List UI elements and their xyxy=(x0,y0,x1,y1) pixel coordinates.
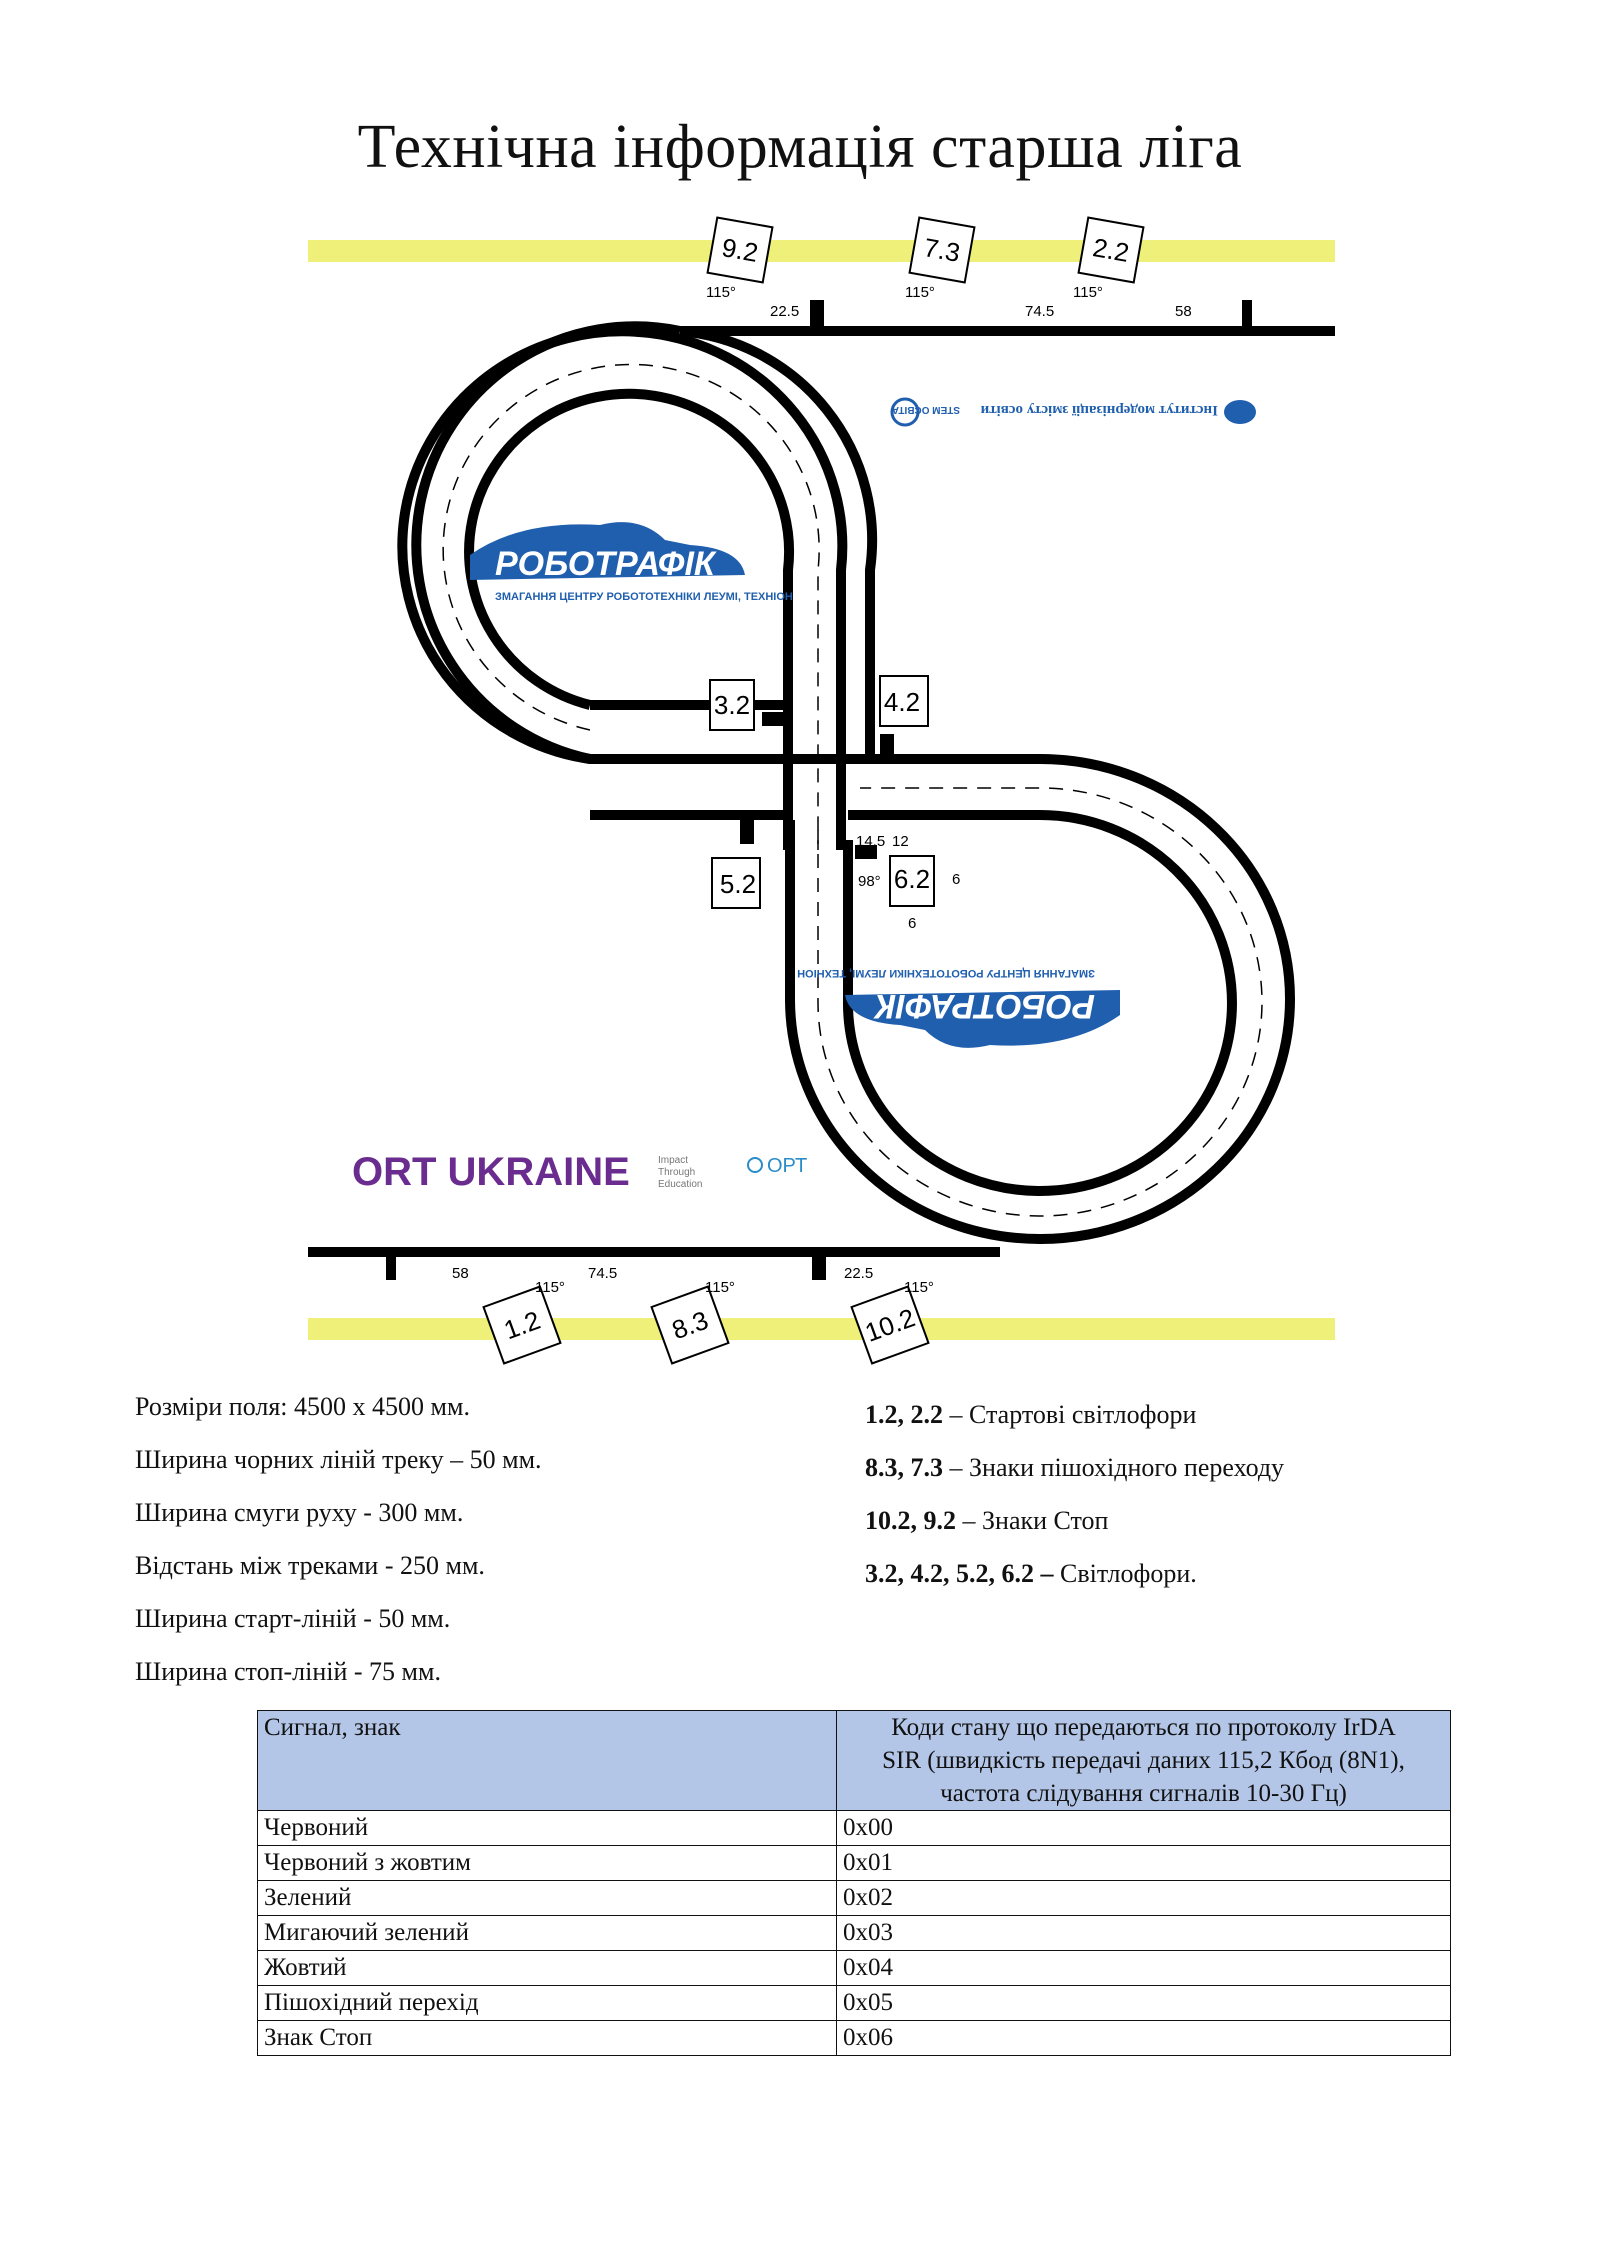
table-row xyxy=(258,1916,1451,1951)
table-row xyxy=(258,1811,1451,1846)
ort-tag-3: Education xyxy=(658,1179,703,1190)
table-cell-signal: Пішохідний перехід xyxy=(258,1986,837,2021)
table-cell-signal: Знак Стоп xyxy=(258,2021,837,2056)
sign-bottom-1-label: 8.3 xyxy=(667,1304,713,1346)
sign-bottom-2-label: 10.2 xyxy=(861,1302,919,1348)
dim-top-58: 58 xyxy=(1175,303,1192,320)
stem-logo xyxy=(892,399,960,425)
spec-line: Ширина старт-ліній - 50 мм. xyxy=(135,1604,451,1633)
legend-text: – Знаки пішохідного переходу xyxy=(949,1453,1285,1482)
legend-codes: 8.3, 7.3 xyxy=(865,1453,943,1482)
page-title: Технічна інформація старша ліга xyxy=(357,113,1243,181)
dim-top-angle-3: 115° xyxy=(1073,284,1103,301)
ort-tag-1: Impact xyxy=(658,1155,689,1166)
ort-small-text: ОРТ xyxy=(767,1155,808,1177)
table-cell-signal: Мигаючий зелений xyxy=(258,1916,837,1951)
legend-line xyxy=(865,1398,1284,1451)
yellow-line-bottom xyxy=(308,1318,1335,1340)
table-header-codes-line1: Коди стану що передаються по протоколу IrDA xyxy=(891,1714,1396,1741)
sign-top-0-label: 9.2 xyxy=(719,232,761,268)
legend-line xyxy=(865,1504,1284,1557)
legend-line xyxy=(865,1557,1284,1610)
robo-logo-top xyxy=(470,522,793,603)
dim-bot-74-5: 74.5 xyxy=(588,1265,618,1282)
ort-logo xyxy=(352,1150,807,1194)
table-cell-code: 0x05 xyxy=(837,1986,1451,2021)
table-row xyxy=(258,1846,1451,1881)
dim-6-bottom: 6 xyxy=(908,915,917,932)
sign-top-1-label: 7.3 xyxy=(921,232,963,268)
dim-12: 12 xyxy=(892,833,909,850)
legend-codes: 1.2, 2.2 xyxy=(865,1400,943,1429)
table-cell-code: 0x04 xyxy=(837,1951,1451,1986)
dim-bot-angle-1: 115° xyxy=(535,1279,565,1296)
marker-c-42 xyxy=(880,734,894,758)
dim-top-22-5: 22.5 xyxy=(770,303,800,320)
spec-line: Ширина чорних ліній треку – 50 мм. xyxy=(135,1445,542,1474)
table-cell-code: 0x03 xyxy=(837,1916,1451,1951)
table-header-signal: Сигнал, знак xyxy=(258,1711,837,1811)
dim-14-5: 14.5 xyxy=(856,833,886,850)
imzo-logo xyxy=(980,400,1256,424)
robo-logo-top-text: РОБОТРАФІК xyxy=(495,545,715,583)
field-specs xyxy=(135,1390,542,1708)
dim-bot-angle-3: 115° xyxy=(904,1279,934,1296)
dim-bot-22-5: 22.5 xyxy=(844,1265,874,1282)
dim-top-74-5: 74.5 xyxy=(1025,303,1055,320)
marker-bot-2 xyxy=(812,1252,826,1280)
marker-c-52 xyxy=(740,820,754,844)
sign-c-52-label: 5.2 xyxy=(719,869,757,899)
sign-legend xyxy=(865,1398,1284,1610)
sign-bottom-0-label: 1.2 xyxy=(499,1304,545,1346)
robo-logo-bottom-text: РОБОТРАФІК xyxy=(875,987,1095,1025)
table-cell-signal: Червоний з жовтим xyxy=(258,1846,837,1881)
table-row xyxy=(258,1881,1451,1916)
sign-top-2-label: 2.2 xyxy=(1090,232,1132,268)
table-cell-code: 0x02 xyxy=(837,1881,1451,1916)
ort-tag-2: Through xyxy=(658,1167,696,1178)
table-cell-code: 0x00 xyxy=(837,1811,1451,1846)
spec-line: Відстань між треками - 250 мм. xyxy=(135,1551,485,1580)
table-header-codes xyxy=(837,1711,1451,1811)
stem-text: STEM ОСВІТА xyxy=(891,404,960,415)
table-cell-signal: Зелений xyxy=(258,1881,837,1916)
ort-small-icon xyxy=(748,1158,762,1172)
spec-line: Ширина смуги руху - 300 мм. xyxy=(135,1498,464,1527)
robo-logo-top-sub: ЗМАГАННЯ ЦЕНТРУ РОБОТОТЕХНІКИ ЛЕУМІ, ТЕХНІОН xyxy=(495,591,793,603)
marker-bot-1 xyxy=(386,1252,396,1280)
sign-c-32-label: 3.2 xyxy=(713,690,751,720)
sign-c-62-label: 6.2 xyxy=(893,864,931,894)
dim-bot-angle-2: 115° xyxy=(705,1279,735,1296)
dim-98: 98° xyxy=(858,873,881,890)
marker-top-1 xyxy=(810,300,824,330)
upper-loop-ring-in xyxy=(469,394,789,850)
table-row xyxy=(258,1986,1451,2021)
dim-top-angle-2: 115° xyxy=(905,284,935,301)
table-cell-signal: Червоний xyxy=(258,1811,837,1846)
legend-text: – Знаки Стоп xyxy=(962,1506,1109,1535)
legend-codes: 10.2, 9.2 xyxy=(865,1506,956,1535)
table-cell-code: 0x06 xyxy=(837,2021,1451,2056)
legend-text: – Стартові світлофори xyxy=(949,1400,1197,1429)
imzo-globe-icon xyxy=(1224,400,1256,424)
upper-loop-ring-lane xyxy=(443,364,819,850)
dim-top-angle-1: 115° xyxy=(706,284,736,301)
irda-codes-table xyxy=(257,1710,1451,2056)
marker-c-32 xyxy=(762,712,788,726)
yellow-line-top xyxy=(308,240,1335,262)
table-cell-code: 0x01 xyxy=(837,1846,1451,1881)
sign-c-42-label: 4.2 xyxy=(883,687,921,717)
table-header-row xyxy=(258,1711,1451,1811)
dim-bot-58: 58 xyxy=(452,1265,469,1282)
imzo-text: Інститут модернізації змісту освіти xyxy=(980,402,1218,418)
spec-line: Розміри поля: 4500 х 4500 мм. xyxy=(135,1392,470,1421)
table-row xyxy=(258,2021,1451,2056)
spec-line: Ширина стоп-ліній - 75 мм. xyxy=(135,1657,441,1686)
dim-6-side: 6 xyxy=(952,871,961,888)
robo-logo-bottom-sub: ЗМАГАННЯ ЦЕНТРУ РОБОТОТЕХНІКИ ЛЕУМІ, ТЕХНІОН xyxy=(797,967,1095,979)
table-cell-signal: Жовтий xyxy=(258,1951,837,1986)
marker-top-2 xyxy=(1242,300,1252,330)
table-header-codes-line2: SIR (швидкість передачі даних 115,2 Кбод (8N1), частота слідування сигналів 10-30 Гц) xyxy=(882,1747,1405,1807)
table-row xyxy=(258,1951,1451,1986)
legend-text: Світлофори. xyxy=(1060,1559,1197,1588)
legend-line xyxy=(865,1451,1284,1504)
ort-logo-text: ORT UKRAINE xyxy=(352,1150,630,1194)
legend-codes: 3.2, 4.2, 5.2, 6.2 – xyxy=(865,1559,1054,1588)
